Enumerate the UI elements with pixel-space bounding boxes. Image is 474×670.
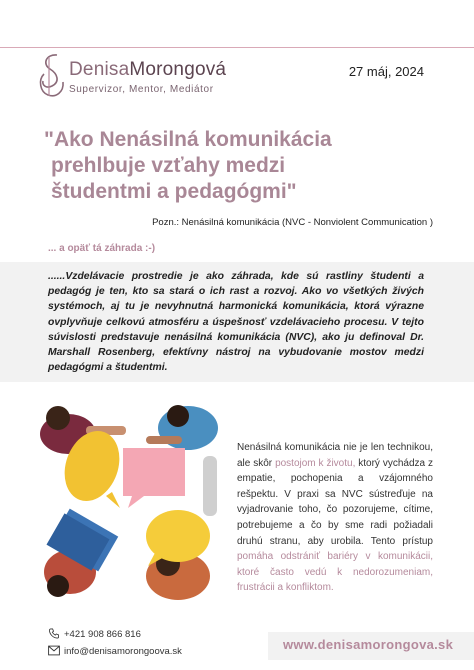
people-with-speech-bubbles-image — [28, 396, 228, 606]
email-address[interactable]: info@denisamorongoova.sk — [64, 646, 182, 657]
header-divider — [0, 47, 474, 48]
contact-email — [48, 645, 182, 657]
body-highlight: postojom k životu, — [275, 457, 356, 469]
body-text-part: Nenásilná komunikácia nie je len technikou, ale skôr — [237, 442, 433, 469]
title-line: prehlbuje vzťahy medzi — [51, 154, 286, 177]
contact-phone — [48, 628, 141, 640]
envelope-icon — [48, 645, 60, 656]
article-title — [44, 127, 444, 205]
brand-subtitle: Supervizor, Mentor, Mediátor — [69, 84, 214, 95]
article-note: Pozn.: Nenásilná komunikácia (NVC - Nonviolent Communication ) — [152, 217, 433, 228]
title-line: študentmi a pedagógmi" — [51, 180, 297, 203]
body-text-part: ktorý vychádza z empatie, pochopenia a vzájomného rešpektu. V praxi sa NVC sústreďuje na vyjadrovanie toho, čo pozorujeme, cítime, potrebujeme a čo by sme radi požiadali druhú stranu, aby urobila. Tento prístup — [237, 457, 433, 547]
brand-name-first: Denisa — [69, 59, 130, 80]
intro-paragraph: ......Vzdelávacie prostredie je ako záhrada, kde sú rastliny študenti a pedagóg je ten, kto sa stará o ich rast a rozvoj. Ako vo všetkých živých systémoch, aj tu je nevyhnutná harmonická komunikácia, ktorá výrazne ovplyvňuje celkovú atmosféru a úspešnosť vzdelávacieho procesu. V tejto súvislosti predstavuje nenásilná komunikácia (NVC), ako ju definoval Dr. Marshall Rosenberg, efektívny nástroj na vybudovanie mostov medzi pedagógmi a študentmi. — [48, 271, 424, 374]
brand-name — [69, 59, 226, 81]
website-link[interactable]: www.denisamorongova.sk — [283, 637, 454, 652]
title-line: "Ako Nenásilná komunikácia — [44, 128, 332, 151]
ds-monogram-icon — [38, 52, 66, 100]
phone-number: +421 908 866 816 — [64, 629, 141, 640]
phone-icon — [48, 628, 60, 639]
body-paragraph — [237, 440, 433, 596]
document-date: 27 máj, 2024 — [348, 64, 424, 79]
body-highlight: pomáha odstrániť bariéry v komunikácii, ktoré často vedú k nedorozumeniam, frustrácii a konfliktom. — [237, 551, 433, 594]
brand-name-last: Morongová — [129, 59, 227, 80]
article-tagline: ... a opäť tá záhrada :-) — [48, 243, 156, 254]
